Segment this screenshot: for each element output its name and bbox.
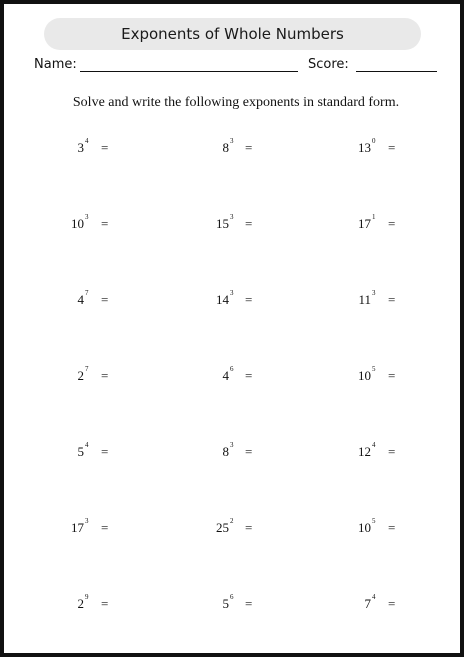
exponent-problem	[4, 442, 464, 462]
exponent-base: 3	[77, 140, 84, 155]
equals-sign: =	[245, 140, 253, 155]
equals-sign: =	[101, 596, 109, 611]
equals-sign: =	[101, 368, 109, 383]
exponent-problem	[4, 214, 464, 234]
base-wrap	[4, 518, 371, 538]
score-label: Score:	[308, 57, 349, 72]
exponent-power: 3	[85, 213, 89, 221]
exponent-base: 15	[216, 216, 229, 231]
equals-sign: =	[101, 444, 109, 459]
base-wrap	[4, 594, 371, 614]
base-wrap	[4, 138, 371, 158]
base-wrap	[4, 366, 371, 386]
exponent-power: 6	[230, 593, 234, 601]
exponent-base: 2	[77, 368, 84, 383]
exponent-power: 4	[85, 137, 89, 145]
exponent-base: 17	[358, 216, 371, 231]
exponent-power: 3	[85, 517, 89, 525]
exponent-problem	[4, 594, 464, 614]
exponent-power: 7	[85, 365, 89, 373]
exponent-base: 4	[77, 292, 84, 307]
exponent-power: 4	[85, 441, 89, 449]
exponent-base: 12	[358, 444, 371, 459]
name-score-row	[28, 55, 440, 75]
exponent-base: 10	[358, 520, 371, 535]
exponent-base: 7	[364, 596, 371, 611]
exponent-power: 0	[372, 137, 376, 145]
score-field[interactable]	[356, 71, 437, 72]
exponent-base: 11	[358, 292, 371, 307]
exponent-power: 1	[372, 213, 376, 221]
exponent-power: 3	[230, 213, 234, 221]
exponent-base: 5	[222, 596, 229, 611]
exponent-base: 17	[71, 520, 84, 535]
equals-sign: =	[245, 444, 253, 459]
exponent-base: 2	[77, 596, 84, 611]
equals-sign: =	[388, 292, 396, 307]
exponent-power: 3	[230, 137, 234, 145]
equals-sign: =	[388, 140, 396, 155]
instructions: Solve and write the following exponents in standard form.	[72, 95, 400, 110]
exponent-problem	[4, 518, 464, 538]
equals-sign: =	[101, 292, 109, 307]
exponent-problem	[4, 366, 464, 386]
base-wrap	[4, 442, 371, 462]
equals-sign: =	[388, 216, 396, 231]
exponent-power: 7	[85, 289, 89, 297]
equals-sign: =	[245, 292, 253, 307]
equals-sign: =	[101, 216, 109, 231]
equals-sign: =	[101, 140, 109, 155]
exponent-base: 8	[222, 140, 229, 155]
exponent-base: 10	[71, 216, 84, 231]
equals-sign: =	[388, 368, 396, 383]
equals-sign: =	[245, 596, 253, 611]
exponent-problem	[4, 138, 464, 158]
equals-sign: =	[388, 444, 396, 459]
equals-sign: =	[245, 520, 253, 535]
worksheet-title: Exponents of Whole Numbers	[44, 18, 421, 50]
base-wrap	[4, 214, 371, 234]
equals-sign: =	[245, 368, 253, 383]
equals-sign: =	[245, 216, 253, 231]
exponent-power: 3	[230, 441, 234, 449]
exponent-base: 14	[216, 292, 229, 307]
exponent-power: 4	[372, 593, 376, 601]
equals-sign: =	[101, 520, 109, 535]
exponent-power: 9	[85, 593, 89, 601]
exponent-power: 5	[372, 365, 376, 373]
base-wrap	[4, 290, 371, 310]
exponent-power: 3	[230, 289, 234, 297]
name-field[interactable]	[80, 71, 298, 72]
name-label: Name:	[34, 57, 77, 72]
exponent-power: 2	[230, 517, 234, 525]
exponent-power: 5	[372, 517, 376, 525]
exponent-base: 5	[77, 444, 84, 459]
exponent-power: 6	[230, 365, 234, 373]
exponent-base: 10	[358, 368, 371, 383]
exponent-problem	[4, 290, 464, 310]
exponent-base: 8	[222, 444, 229, 459]
equals-sign: =	[388, 520, 396, 535]
equals-sign: =	[388, 596, 396, 611]
exponent-power: 4	[372, 441, 376, 449]
exponent-base: 13	[358, 140, 371, 155]
exponent-base: 25	[216, 520, 229, 535]
exponent-base: 4	[222, 368, 229, 383]
exponent-power: 3	[372, 289, 376, 297]
